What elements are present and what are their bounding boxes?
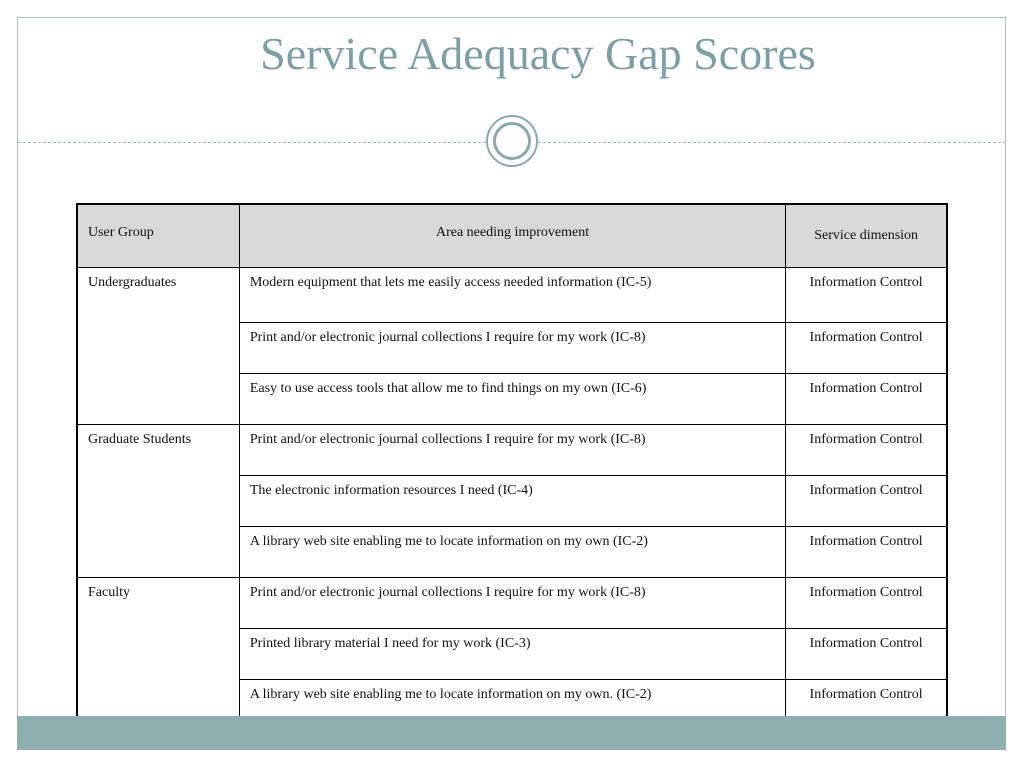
- area-cell: Print and/or electronic journal collections I require for my work (IC-8): [239, 425, 785, 476]
- header-user-group: User Group: [77, 204, 239, 268]
- gap-scores-table: [76, 203, 948, 732]
- dimension-cell: Information Control: [786, 578, 947, 629]
- area-cell: Modern equipment that lets me easily access needed information (IC-5): [239, 268, 785, 323]
- group-cell-faculty: Faculty: [77, 578, 239, 732]
- group-cell-graduate-students: Graduate Students: [77, 425, 239, 578]
- dimension-cell: Information Control: [786, 425, 947, 476]
- footer-bar: [17, 716, 1006, 750]
- dimension-cell: Information Control: [786, 629, 947, 680]
- group-cell-undergraduates: Undergraduates: [77, 268, 239, 425]
- area-cell: Printed library material I need for my work (IC-3): [239, 629, 785, 680]
- dimension-cell: Information Control: [786, 374, 947, 425]
- table-row: [77, 578, 947, 629]
- header-dimension: Service dimension: [786, 204, 947, 268]
- dimension-cell: Information Control: [786, 268, 947, 323]
- area-cell: Easy to use access tools that allow me to find things on my own (IC-6): [239, 374, 785, 425]
- dimension-cell: Information Control: [786, 323, 947, 374]
- area-cell: Print and/or electronic journal collections I require for my work (IC-8): [239, 578, 785, 629]
- area-cell: A library web site enabling me to locate information on my own (IC-2): [239, 527, 785, 578]
- table-row: [77, 268, 947, 323]
- dimension-cell: Information Control: [786, 476, 947, 527]
- ring-ornament-icon: [486, 115, 538, 167]
- dimension-cell: Information Control: [786, 527, 947, 578]
- area-cell: The electronic information resources I need (IC-4): [239, 476, 785, 527]
- area-cell: Print and/or electronic journal collections I require for my work (IC-8): [239, 323, 785, 374]
- slide-title: Service Adequacy Gap Scores: [260, 28, 816, 79]
- header-area: Area needing improvement: [239, 204, 785, 268]
- ring-inner: [493, 122, 531, 160]
- table-row: [77, 425, 947, 476]
- dimension-cell: Information Control: [786, 680, 947, 732]
- area-cell: A library web site enabling me to locate information on my own. (IC-2): [239, 680, 785, 732]
- table-header-row: [77, 204, 947, 268]
